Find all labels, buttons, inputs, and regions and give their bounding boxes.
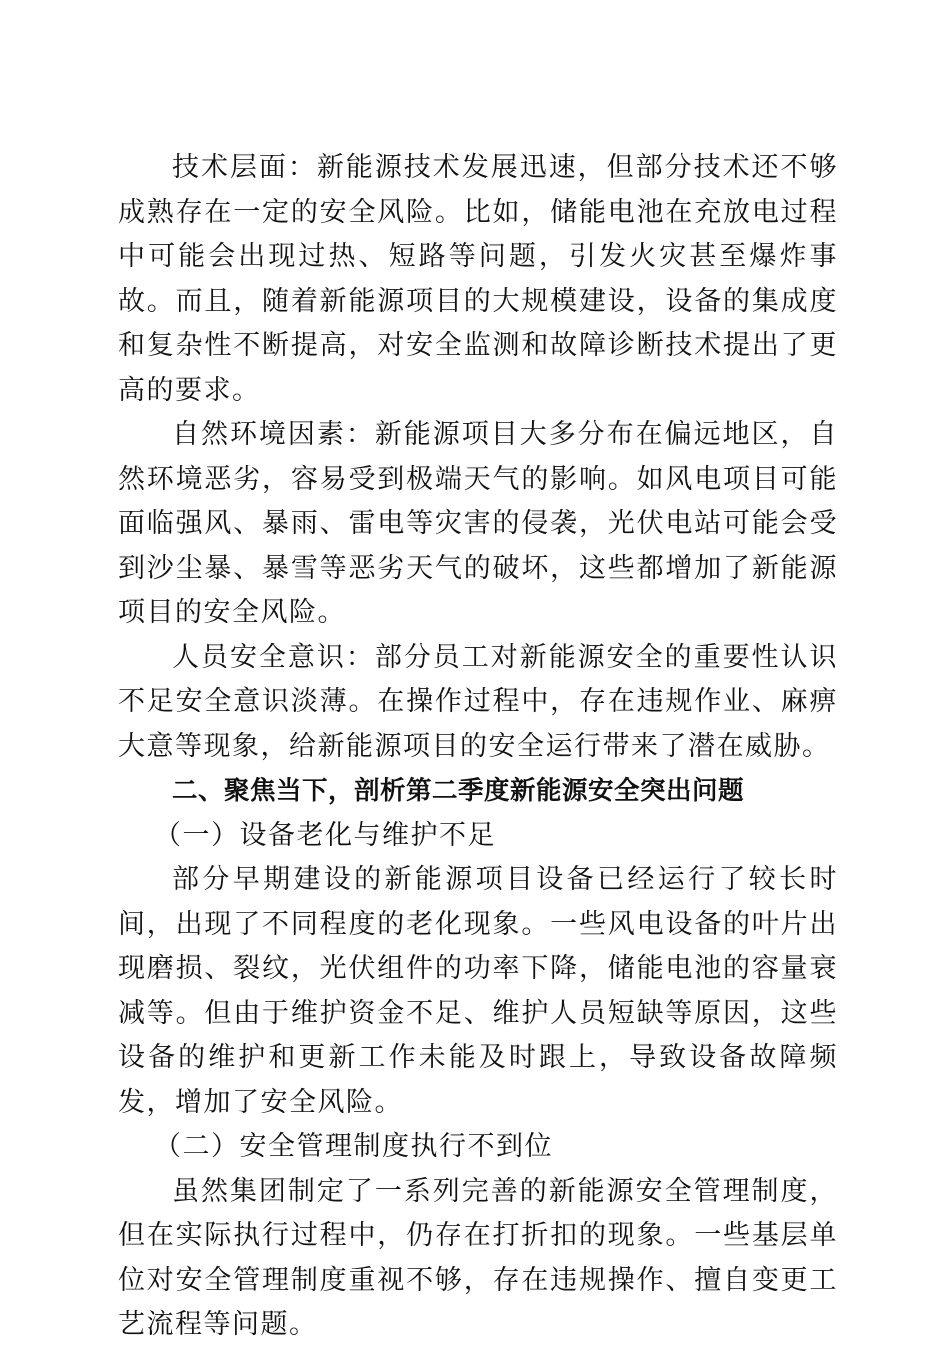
subheading-equipment-aging: （一）设备老化与维护不足 xyxy=(154,819,496,851)
paragraph-natural-environment: 自然环境因素：新能源项目大多分布在偏远地区，自然环境恶劣，容易受到极端天气的影响。如风电项目可能面临强风、暴雨、雷电等灾害的侵袭，光伏电站可能会受到沙尘暴、暴雪等恶劣天气的破坏，这些都增加了新能源项目的安全风险。 xyxy=(118,419,838,628)
paragraph-personnel-awareness: 人员安全意识：部分员工对新能源安全的重要性认识不足安全意识淡薄。在操作过程中，存在违规作业、麻痹大意等现象，给新能源项目的安全运行带来了潜在威胁。 xyxy=(118,641,838,762)
paragraph-management-system: 虽然集团制定了一系列完善的新能源安全管理制度，但在实际执行过程中，仍存在打折扣的现象。一些基层单位对安全管理制度重视不够，存在违规操作、擅自变更工艺流程等问题。 xyxy=(118,1175,838,1340)
document-body xyxy=(118,146,838,1348)
subheading-management-system: （二）安全管理制度执行不到位 xyxy=(154,1131,553,1162)
paragraph-technology: 技术层面：新能源技术发展迅速，但部分技术还不够成熟存在一定的安全风险。比如，储能电池在充放电过程中可能会出现过热、短路等问题，引发火灾甚至爆炸事故。而且，随着新能源项目的大规模建设，设备的集成度和复杂性不断提高，对安全监测和故障诊断技术提出了更高的要求。 xyxy=(118,152,838,406)
paragraph-equipment-aging: 部分早期建设的新能源项目设备已经运行了较长时间，出现了不同程度的老化现象。一些风电设备的叶片出现磨损、裂纹，光伏组件的功率下降，储能电池的容量衰减等。但由于维护资金不足、维护人员短缺等原因，这些设备的维护和更新工作未能及时跟上，导致设备故障频发，增加了安全风险。 xyxy=(118,864,838,1118)
section-heading: 二、聚焦当下，剖析第二季度新能源安全突出问题 xyxy=(172,776,745,806)
